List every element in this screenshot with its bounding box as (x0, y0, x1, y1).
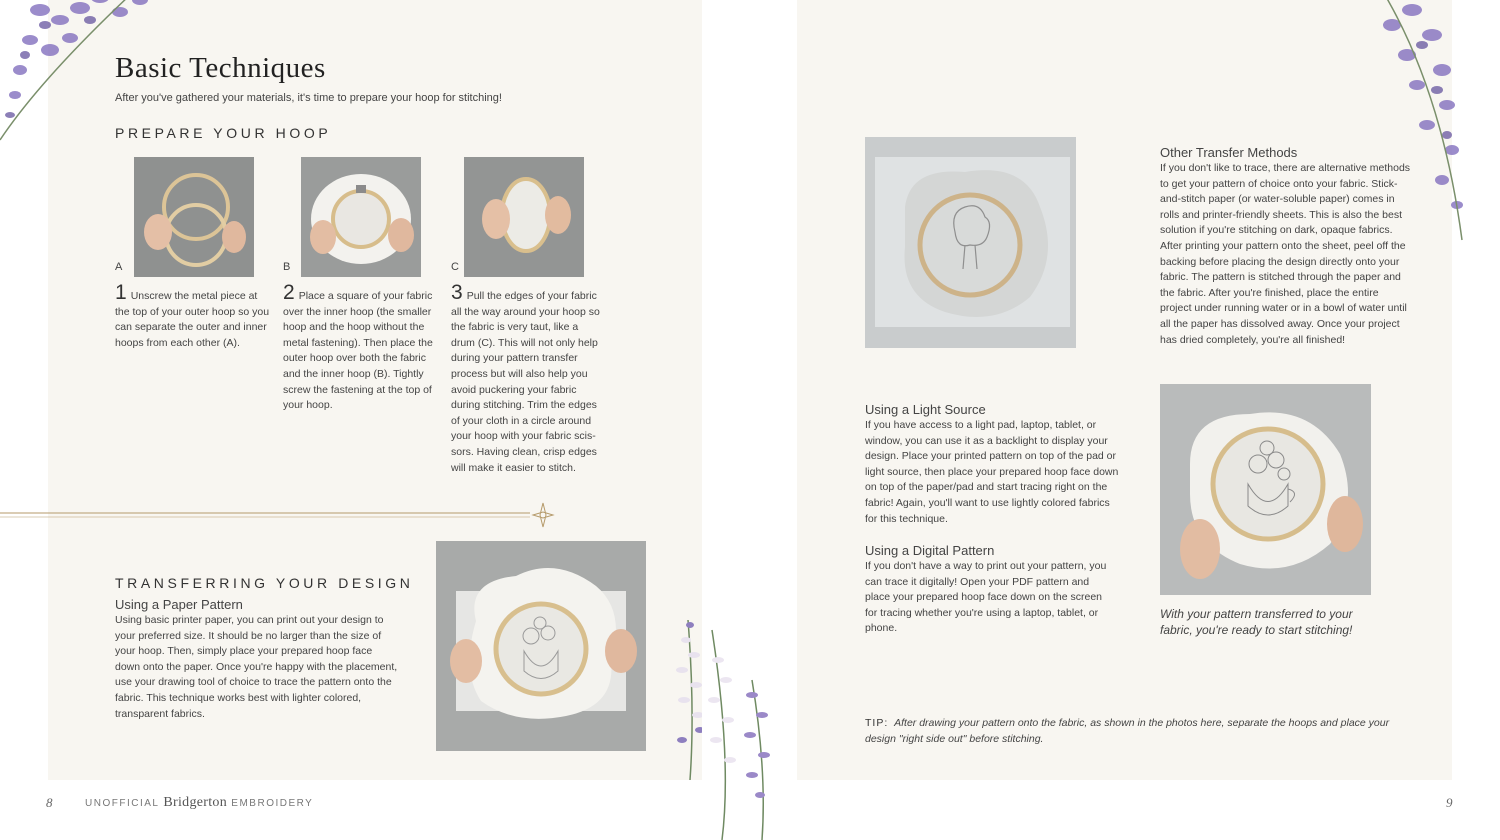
step-c (451, 261, 603, 476)
lavender-sprig-decoration (682, 620, 802, 840)
digital-pattern-text: If you don't have a way to print out your pattern, you can trace it digitally! Open your PDF pattern and place your prepared hoop face down on the screen for tracing whether you're using a laptop, tablet, or phone. (865, 560, 1107, 635)
step-b (283, 261, 439, 414)
light-source-heading: Using a Light Source (865, 402, 986, 417)
right-page (797, 0, 1452, 780)
tip-text: After drawing your pattern onto the fabric, as shown in the photos here, separate the hoops and place your design "right side out" before stitching. (865, 717, 1390, 745)
paper-pattern-heading: Using a Paper Pattern (115, 597, 243, 612)
paper-pattern-text: Using basic printer paper, you can print out your design to your preferred size. It should be no larger than the size of your hoop. Then, simply place your prepared hoop face down onto the paper. Once you're happy with the placement, use your drawing tool of choice to trace the pattern onto the fabric. This technique works best with lighter colored, transparent fabrics. (115, 614, 398, 720)
hoop-photo-c (464, 157, 584, 277)
light-source-text: If you have access to a light pad, laptop, tablet, or window, you can use it as a backlight to display your design. Place your printed pattern on top of the pad or light source, then place your prepared hoop face down on top of the paper/pad and start tracing right on the fabric! Again, you'll want to use lightly colored fabrics for this technique. (865, 419, 1119, 525)
right-page-number: 9 (1446, 795, 1453, 810)
light-source-photo (865, 137, 1076, 348)
tip-note (865, 715, 1400, 747)
divider-line (0, 505, 560, 525)
page-title: Basic Techniques (115, 52, 326, 84)
step-b-text: Place a square of your fabric over the inner hoop (the smaller hoop and the hoop without the metal fastening). Then place the outer hoop over both the fabric and the inner hoop (B). Tightly screw the fastening at the top of your hoop. (283, 290, 433, 412)
section-heading-prepare-hoop: PREPARE YOUR HOOP (115, 125, 332, 141)
step-b-letter: B (283, 261, 291, 273)
book-gutter (702, 0, 797, 840)
paper-pattern-photo (436, 541, 646, 751)
hoop-photo-b (301, 157, 421, 277)
step-c-number: 3 (451, 281, 463, 304)
intro-text: After you've gathered your materials, it's time to prepare your hoop for stitching! (115, 92, 502, 104)
step-b-number: 2 (283, 281, 295, 304)
footer-prefix: UNOFFICIAL (85, 798, 160, 809)
digital-pattern-heading: Using a Digital Pattern (865, 543, 995, 558)
other-methods-text: If you don't like to trace, there are alternative methods to get your pattern of choice onto your fabric. Stick-and-stitch paper (or water-soluble paper) comes in rolls and printer-friendly sheets. This is also the best solution if you're stitching on dark, opaque fabrics. After printing your pattern onto the sheet, peel off the backing before placing the design directly onto your fabric. The pattern is stitched through the paper and the fabric. After you're finished, place the entire project under running water or in a bowl of water until all the paper has dissolved away. Once your project has dried completely, you're all finished! (1160, 162, 1411, 346)
section-heading-transferring: TRANSFERRING YOUR DESIGN (115, 575, 414, 591)
footer-brand: Bridgerton (163, 795, 228, 810)
running-footer (85, 795, 313, 811)
step-a-letter: A (115, 261, 123, 273)
step-c-letter: C (451, 261, 459, 273)
step-c-text: Pull the edges of your fabric all the way around your hoop so the fabric is very taut, like a drum (C). This will not only help during your pattern transfer process but will also help you avoid puckering your fabric during stitching. Trim the edges of your cloth in a circle around your hoop with your fabric scis-sors. Having clean, crisp edges will make it easier to stitch. (451, 290, 600, 474)
hoop-face-down-photo (1160, 384, 1371, 595)
compass-star-ornament (532, 502, 554, 528)
left-page-number: 8 (46, 795, 53, 810)
other-methods-heading: Other Transfer Methods (1160, 145, 1298, 160)
step-a (115, 261, 271, 351)
photo-caption: With your pattern transferred to your fabric, you're ready to start stitching! (1160, 607, 1353, 637)
tip-label: TIP: (865, 717, 889, 729)
step-a-number: 1 (115, 281, 127, 304)
hoop-photo-a (134, 157, 254, 277)
footer-suffix: EMBROIDERY (231, 798, 314, 809)
step-a-text: Unscrew the metal piece at the top of your outer hoop so you can separate the outer and inner hoops from each other (A). (115, 290, 270, 349)
